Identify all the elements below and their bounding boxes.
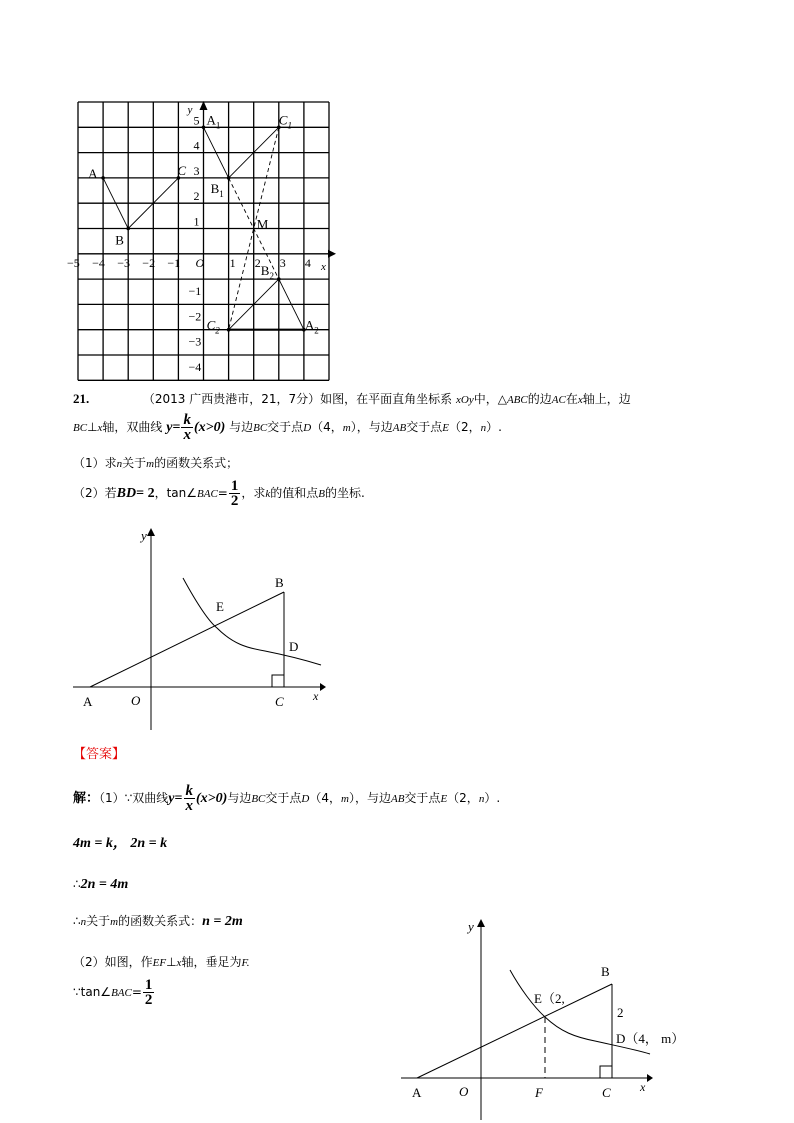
- fraction-one-half: [143, 978, 155, 1007]
- label-subscript: 2: [269, 271, 274, 282]
- x-axis-arrow: [647, 1074, 653, 1082]
- answer-line-1: [73, 782, 500, 815]
- label-point-c1: $C_1$: [278, 112, 292, 131]
- because-symbol: ∵: [73, 985, 81, 999]
- var-bac: BAC: [197, 488, 218, 500]
- fraction-one-half: [229, 479, 241, 508]
- question-line-2: [73, 412, 502, 443]
- text: ）.: [486, 420, 502, 434]
- label-point-a: A: [88, 165, 98, 181]
- hyperbola-curve: [183, 578, 321, 665]
- var-e: E: [442, 422, 449, 434]
- text: 关于: [122, 456, 147, 470]
- fraction-k-over-x: [184, 784, 196, 813]
- var-x: x: [97, 422, 103, 434]
- point-b1: [227, 176, 231, 180]
- var-bc: BC: [251, 793, 266, 805]
- text: （2）如图，作: [73, 955, 153, 969]
- denominator: 2: [230, 493, 239, 509]
- label-point-c2: $C_2$: [206, 317, 220, 336]
- var-ab: AB: [390, 793, 405, 805]
- text: 的边: [527, 392, 552, 406]
- right-angle-mark: [600, 1066, 612, 1078]
- point-c2: [227, 328, 231, 332]
- y-axis-arrow: [477, 919, 485, 927]
- label-subscript: 1: [215, 120, 221, 131]
- text: ⊥: [87, 420, 98, 434]
- label-e: E: [216, 599, 224, 614]
- func-y: y: [166, 420, 173, 435]
- answer-heading: 【答案】: [73, 747, 126, 762]
- var-b: B: [318, 488, 326, 500]
- text: tan∠: [80, 985, 112, 999]
- var-f: F.: [241, 957, 250, 969]
- var-n: n: [478, 793, 485, 805]
- var-d: D: [301, 793, 310, 805]
- solution-label: 解：: [73, 790, 100, 805]
- label-e: E（2,: [534, 991, 565, 1006]
- label-y: y: [468, 919, 474, 934]
- origin-label: O: [195, 255, 205, 270]
- var-m: m: [110, 916, 119, 928]
- var-xoy: xOy: [456, 394, 474, 406]
- text: 中，△: [473, 392, 507, 406]
- y-tick-label: 1: [193, 214, 200, 229]
- question-line-1: [73, 391, 631, 408]
- func-y: y: [168, 791, 175, 806]
- y-axis-arrow: [147, 528, 155, 536]
- label-point-c: C: [177, 162, 187, 178]
- text: （2，: [448, 420, 481, 434]
- x-tick-label: 1: [229, 255, 236, 270]
- label-point-b: B: [115, 232, 124, 248]
- var-n: n: [116, 458, 123, 470]
- denominator: x: [185, 798, 193, 814]
- text: （1）求: [73, 456, 117, 470]
- text: （4，: [309, 791, 341, 805]
- answer-line-4: [73, 913, 243, 930]
- x-tick-label: −3: [117, 255, 130, 270]
- numerator: k: [183, 412, 191, 428]
- var-d: D: [303, 422, 312, 434]
- label-bd-length: 2: [617, 1005, 624, 1020]
- text: （2，: [447, 791, 479, 805]
- label-subscript: 1: [219, 188, 224, 199]
- figure-3-solution-diagram: [395, 910, 695, 1123]
- var-n: n: [480, 422, 487, 434]
- var-bac: BAC: [111, 987, 132, 999]
- fraction-k-over-x: [181, 413, 193, 442]
- equation: 2n = 4m: [80, 877, 129, 892]
- func-condition: (x>0): [193, 420, 226, 435]
- text: ⊥: [166, 955, 177, 969]
- right-angle-mark: [272, 675, 284, 687]
- segment-ab: [417, 984, 612, 1078]
- text: 轴上，边: [582, 392, 631, 406]
- text: 在: [565, 392, 578, 406]
- label-c: C: [275, 694, 284, 709]
- text: =: [174, 791, 183, 806]
- label-y: y: [141, 528, 147, 543]
- figure-2-hyperbola-diagram: [65, 520, 345, 735]
- y-tick-label: 2: [193, 189, 200, 204]
- var-n: n: [80, 916, 87, 928]
- x-tick-label: −5: [67, 255, 80, 270]
- x-tick-label: 3: [279, 255, 286, 270]
- text: 交于点: [265, 791, 302, 805]
- point-b: [126, 227, 130, 231]
- var-ef: EF: [152, 957, 167, 969]
- text: ，求: [241, 486, 266, 500]
- label-d: D: [289, 639, 299, 654]
- text: 的函数关系式；: [154, 456, 239, 470]
- answer-line-3: [73, 876, 128, 893]
- text: 轴，双曲线: [102, 420, 163, 434]
- question-number: 21.: [73, 391, 90, 406]
- y-tick-label: 4: [193, 138, 200, 153]
- label-o: O: [131, 693, 141, 708]
- answer-line-6: [73, 972, 155, 1013]
- var-abc: ABC: [506, 394, 528, 406]
- text: =: [217, 486, 228, 500]
- label-o: O: [459, 1084, 469, 1099]
- y-axis-label: y: [187, 104, 193, 116]
- x-tick-label: 4: [304, 255, 311, 270]
- label-point-a2: $A_2$: [304, 317, 319, 336]
- therefore-symbol: ∴: [73, 877, 81, 891]
- var-e: E: [440, 793, 448, 805]
- text: （1）∵双曲线: [99, 791, 169, 805]
- var-bc: BC: [73, 422, 88, 434]
- text: 与边: [229, 420, 254, 434]
- var-x: x: [176, 957, 182, 969]
- segment-ab: [90, 592, 284, 687]
- label-point-b1: $B_1$: [210, 180, 224, 199]
- x-tick-label: −1: [167, 255, 181, 270]
- text: （2）若: [73, 486, 117, 500]
- label-d: D（4， m）: [616, 1031, 685, 1046]
- numerator: 1: [230, 478, 239, 494]
- text: ），与边: [348, 791, 391, 805]
- denominator: 2: [144, 992, 153, 1008]
- point-b2: [277, 277, 281, 281]
- text: 交于点: [267, 420, 304, 434]
- var-bc: BC: [253, 422, 268, 434]
- denominator: x: [183, 427, 191, 443]
- question-part-2: [73, 475, 365, 512]
- label-b: B: [601, 964, 610, 979]
- label-point-m: M: [256, 216, 269, 232]
- answer-line-5: [73, 954, 250, 971]
- func-eq: =: [172, 420, 181, 435]
- label-point-a1: $A_1$: [206, 112, 221, 131]
- x-axis-arrow: [320, 683, 326, 691]
- text: 与边: [227, 791, 252, 805]
- y-tick-label: −4: [188, 360, 202, 374]
- numerator: 1: [144, 977, 153, 993]
- therefore-symbol: ∴: [73, 914, 81, 928]
- y-tick-label: −1: [188, 284, 202, 299]
- text: 轴，垂足为: [181, 955, 242, 969]
- var-m: m: [341, 793, 349, 805]
- label-point-b2: $B_2$: [260, 263, 274, 282]
- label-subscript: 2: [314, 325, 319, 336]
- label-b: B: [275, 575, 284, 590]
- var-m: m: [146, 458, 155, 470]
- var-x: x: [577, 394, 583, 406]
- text: 的函数关系式：: [118, 914, 203, 928]
- var-bd: BD: [116, 486, 137, 501]
- x-axis-arrow: [328, 250, 336, 258]
- text: （4，: [311, 420, 343, 434]
- var-ac: AC: [551, 394, 566, 406]
- y-tick-label: −2: [188, 309, 202, 324]
- text: 交于点: [404, 791, 441, 805]
- label-subscript: 2: [215, 325, 220, 336]
- numerator: k: [185, 783, 193, 799]
- y-tick-label: −3: [188, 334, 202, 349]
- y-tick-label: 3: [193, 163, 200, 178]
- var-m: m: [342, 422, 351, 434]
- question-source: （2013 广西贵港市，21，7分）如图，在平面直角坐标系: [142, 392, 453, 406]
- label-f: F: [535, 1085, 543, 1100]
- text: ），与边: [350, 420, 393, 434]
- point-a: [101, 176, 105, 180]
- label-a: A: [412, 1085, 422, 1100]
- label-subscript: 1: [287, 120, 292, 131]
- x-tick-label: −4: [92, 255, 105, 270]
- text: 交于点: [406, 420, 443, 434]
- text: =: [131, 985, 142, 999]
- text: 的坐标.: [325, 486, 365, 500]
- x-tick-label: 2: [254, 255, 261, 270]
- func-condition: (x>0): [196, 791, 228, 806]
- equation: n = 2m: [202, 914, 243, 929]
- text: ）.: [484, 791, 501, 805]
- var-ab: AB: [392, 422, 407, 434]
- figure-1-grid-diagram: [67, 95, 345, 390]
- x-tick-label: −2: [142, 255, 156, 270]
- label-x: x: [313, 689, 319, 703]
- text: ，tan∠: [154, 486, 198, 500]
- question-part-1: [73, 455, 238, 472]
- var-k: k: [265, 488, 271, 500]
- y-tick-label: 5: [193, 113, 200, 128]
- answer-line-2: 4m = k， 2n = k: [73, 836, 168, 851]
- text: = 2: [136, 486, 155, 501]
- point-a1: [202, 126, 206, 130]
- label-a: A: [83, 694, 93, 709]
- label-c: C: [602, 1085, 611, 1100]
- x-axis-label: x: [321, 260, 326, 273]
- label-x: x: [640, 1080, 646, 1094]
- text: 的值和点: [270, 486, 319, 500]
- text: 关于: [86, 914, 111, 928]
